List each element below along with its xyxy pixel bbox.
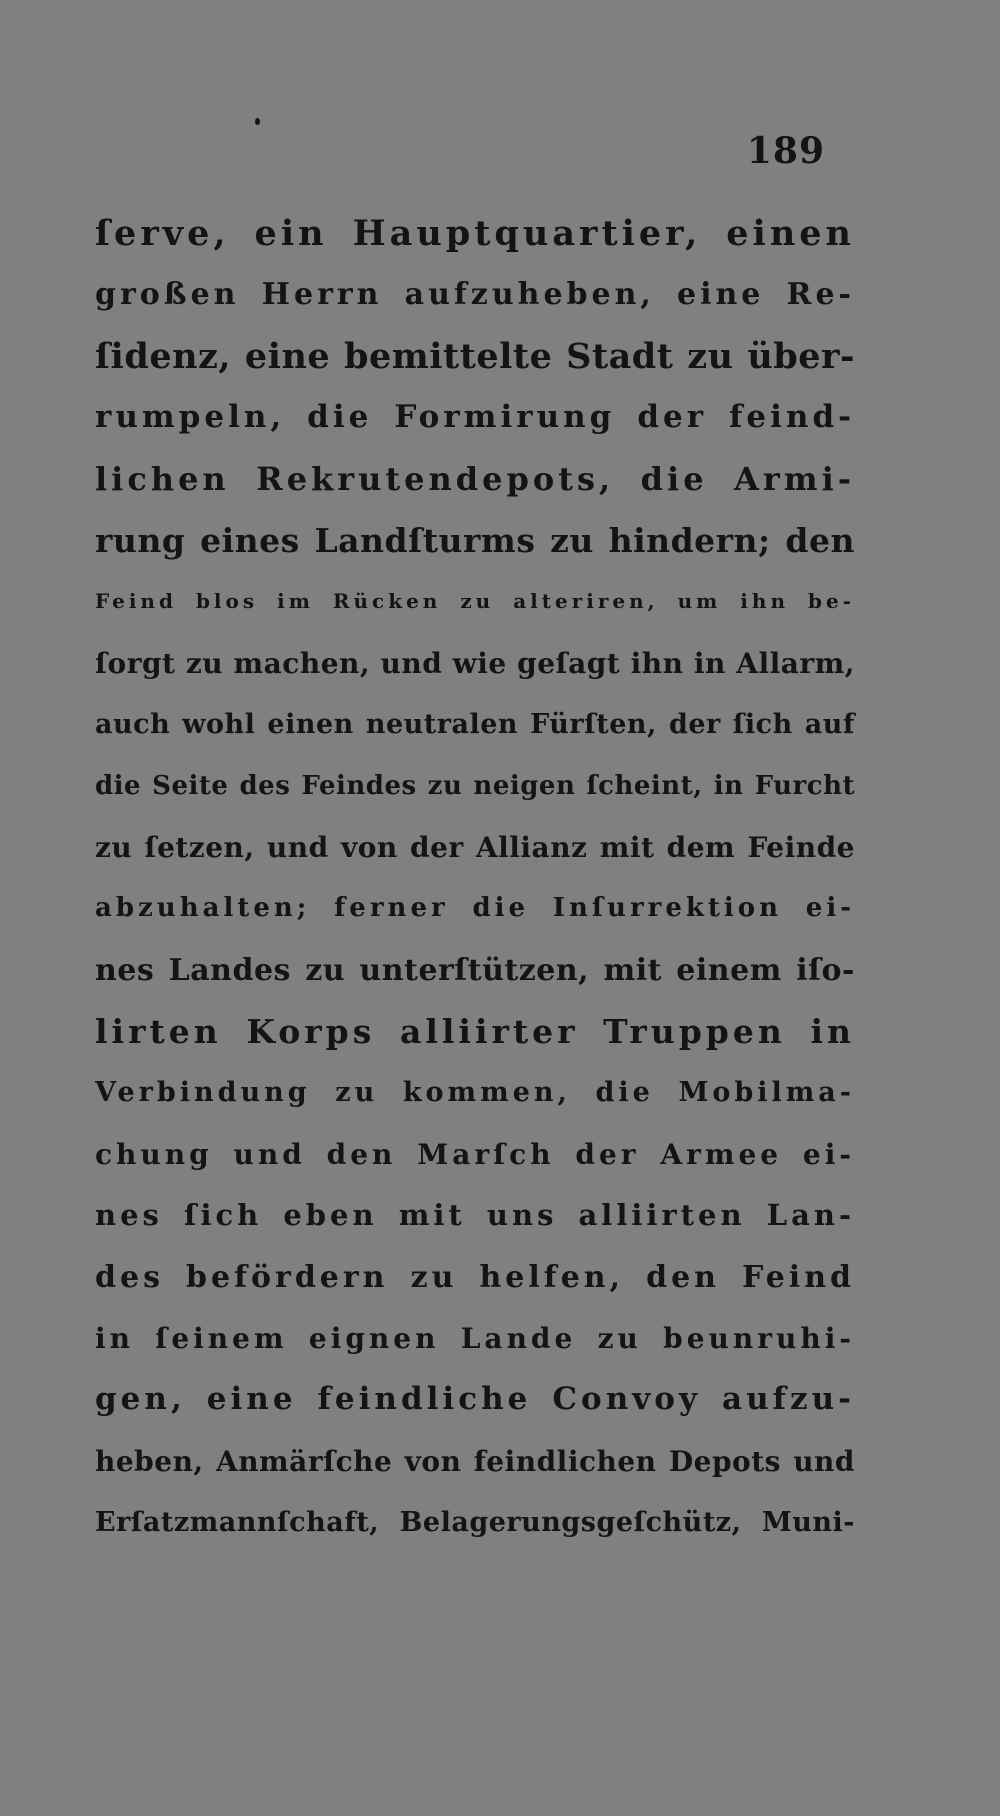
- text-line: gen, eine feindliche Convoy aufzu-: [95, 1381, 855, 1418]
- text-line: lirten Korps alliirter Truppen in: [95, 1012, 855, 1052]
- text-line: Verbindung zu kommen, die Mobilma-: [95, 1077, 855, 1109]
- text-line: rumpeln, die Formirung der feind-: [95, 399, 855, 436]
- text-line: abzuhalten; ferner die Inſurrektion ei-: [95, 893, 855, 924]
- text-line: in ſeinem eignen Lande zu beunruhi-: [95, 1322, 855, 1356]
- text-line: auch wohl einen neutralen Fürſten, der ſich auf: [95, 709, 855, 741]
- body-text: [95, 203, 855, 1554]
- ink-speck: [255, 118, 260, 125]
- text-line: nes ſich eben mit uns alliirten Lan-: [95, 1198, 855, 1233]
- page-number: 189: [746, 130, 825, 172]
- text-line: ſerve, ein Hauptquartier, einen: [95, 213, 855, 254]
- text-line: die Seite des Feindes zu neigen ſcheint, in Furcht: [95, 770, 855, 801]
- text-line: chung und den Marſch der Armee ei-: [95, 1137, 855, 1171]
- text-line: des befördern zu helfen, den Feind: [95, 1259, 855, 1295]
- text-line: ſorgt zu machen, und wie geſagt ihn in Allarm,: [95, 646, 855, 680]
- text-line: großen Herrn aufzuheben, eine Re-: [95, 277, 855, 313]
- text-line: zu ſetzen, und von der Allianz mit dem Feinde: [95, 830, 855, 864]
- text-line: rung eines Landſturms zu hindern; den: [95, 520, 855, 560]
- text-line: lichen Rekrutendepots, die Armi-: [95, 459, 855, 498]
- text-line: Feind blos im Rücken zu alteriren, um ihn be-: [95, 589, 855, 614]
- text-line: nes Landes zu unterſtützen, mit einem iſo-: [95, 952, 855, 988]
- text-line: ſidenz, eine bemittelte Stadt zu über-: [95, 335, 855, 377]
- text-line: Erſatzmannſchaft, Belagerungsgeſchütz, Muni-: [95, 1507, 855, 1539]
- text-line: heben, Anmärſche von feindlichen Depots und: [95, 1444, 855, 1478]
